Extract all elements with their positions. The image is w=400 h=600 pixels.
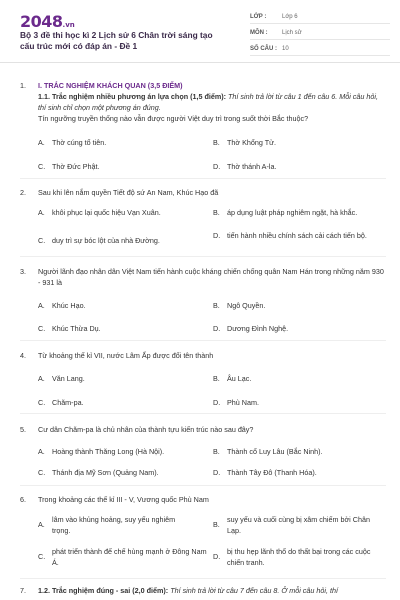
option-letter: B. <box>213 447 220 456</box>
question-number: 5. <box>20 425 26 434</box>
option-text: Thành cổ Luy Lâu (Bắc Ninh). <box>227 447 323 456</box>
option-c[interactable] <box>38 397 188 408</box>
question-text: Sau khi lên nắm quyền Tiết độ sứ An Nam, Khúc Hạo đã <box>38 188 219 197</box>
meta-row-subject <box>250 26 390 40</box>
option-a[interactable] <box>38 373 188 384</box>
subsection-title: 1.1. Trắc nghiệm nhiều phương án lựa chọn (1,5 điểm): <box>38 92 227 101</box>
option-c[interactable] <box>38 161 188 172</box>
option-text: Hoàng thành Thăng Long (Hà Nội). <box>52 447 165 456</box>
option-c[interactable] <box>38 467 208 478</box>
option-text: Phù Nam. <box>227 398 259 407</box>
option-letter: A. <box>38 374 45 383</box>
option-letter: D. <box>213 324 221 333</box>
option-a[interactable] <box>38 446 208 457</box>
option-c[interactable] <box>38 323 188 334</box>
question-text: Cư dân Chăm-pa là chủ nhân của thành tựu kiến trúc nào sau đây? <box>38 425 254 434</box>
meta-value: Lớp 6 <box>282 13 298 20</box>
option-text: phát triển thành đế chế hùng mạnh ở Đông Nam Á. <box>52 547 207 567</box>
option-text: Thờ cúng tổ tiên. <box>52 138 107 147</box>
question-text: Từ khoảng thế kỉ VII, nước Lâm Ấp được đổi tên thành <box>38 351 214 360</box>
divider <box>20 413 386 414</box>
logo-text: 2048 <box>20 12 63 31</box>
subsection-note: Thí sinh trả lời từ câu 1 đến câu 6. Mỗi câu hỏi, thí sinh chỉ chọn một phương án đúng. <box>38 92 378 112</box>
option-text: Thờ Khổng Tử. <box>227 138 276 147</box>
option-letter: B. <box>213 374 220 383</box>
option-text: duy trì sự bóc lột của nhà Đường. <box>52 236 160 245</box>
option-text: khôi phục lại quốc hiệu Vạn Xuân. <box>52 208 161 217</box>
option-text: Thờ thánh A-la. <box>227 162 277 171</box>
option-a[interactable] <box>38 207 208 218</box>
divider <box>20 178 386 179</box>
option-letter: B. <box>213 138 220 147</box>
question-7 <box>20 585 386 600</box>
option-a[interactable] <box>38 300 188 311</box>
option-d[interactable] <box>213 161 383 172</box>
option-d[interactable] <box>213 397 383 408</box>
question-text: Người lãnh đạo nhân dân Việt Nam tiến hành cuộc kháng chiến chống quân Nam Hán trong những năm 930 - 931 là <box>38 267 384 287</box>
question-text: Trong khoảng các thế kỉ III - V, Vương quốc Phù Nam <box>38 495 209 504</box>
divider <box>20 340 386 341</box>
option-text: Thánh địa Mỹ Sơn (Quảng Nam). <box>52 468 159 477</box>
option-b[interactable] <box>213 446 383 457</box>
option-b[interactable] <box>213 514 378 536</box>
meta-row-grade <box>250 10 390 24</box>
document-title: Bộ 3 đề thi học kì 2 Lịch sử 6 Chân trời sáng tạo cấu trúc mới có đáp án - Đề 1 <box>20 30 213 51</box>
divider <box>20 485 386 486</box>
subsection-title: 1.2. Trắc nghiệm đúng - sai (2,0 điểm): <box>38 586 169 595</box>
option-text: Thờ Đức Phật. <box>52 162 100 171</box>
option-letter: A. <box>38 138 45 147</box>
section-title: I. TRẮC NGHIỆM KHÁCH QUAN (3,5 ĐIỂM) <box>38 81 183 90</box>
meta-key: SỐ CÂU : <box>250 45 277 52</box>
option-letter: C. <box>38 236 46 245</box>
option-letter: A. <box>38 520 45 529</box>
subsection-note: Thí sinh trả lời từ câu 7 đến câu 8. Ở mỗi câu hỏi, thí <box>170 586 338 595</box>
option-b[interactable] <box>213 137 383 148</box>
option-text: suy yếu và cuối cùng bị xâm chiếm bởi Chân Lạp. <box>227 515 370 535</box>
option-letter: B. <box>213 520 220 529</box>
option-letter: D. <box>213 468 221 477</box>
option-letter: D. <box>213 398 221 407</box>
option-letter: A. <box>38 208 45 217</box>
option-letter: A. <box>38 447 45 456</box>
option-text: Khúc Thừa Dụ. <box>52 324 101 333</box>
option-letter: C. <box>38 468 46 477</box>
option-letter: C. <box>38 324 46 333</box>
option-letter: D. <box>213 162 221 171</box>
option-text: Khúc Hạo. <box>52 301 86 310</box>
site-logo[interactable] <box>20 12 75 31</box>
question-number: 6. <box>20 495 26 504</box>
option-text: lâm vào khủng hoảng, suy yếu nghiêm trọng. <box>52 515 176 535</box>
option-c[interactable] <box>38 546 208 568</box>
option-b[interactable] <box>213 373 383 384</box>
option-b[interactable] <box>213 207 388 218</box>
meta-key: LỚP : <box>250 13 267 20</box>
logo-suffix: .vn <box>62 21 75 29</box>
meta-key: MÔN : <box>250 29 268 36</box>
question-number: 2. <box>20 188 26 197</box>
option-letter: C. <box>38 398 46 407</box>
option-text: Âu Lạc. <box>227 374 252 383</box>
option-d[interactable] <box>213 546 378 568</box>
question-number: 7. <box>20 586 26 595</box>
option-d[interactable] <box>213 467 383 478</box>
divider <box>20 578 386 579</box>
divider <box>20 256 386 257</box>
question-number: 1. <box>20 81 26 90</box>
option-text: bị thu hẹp lãnh thổ do thất bại trong các cuộc chiến tranh. <box>227 547 371 567</box>
option-letter: D. <box>213 231 221 240</box>
meta-value: 10 <box>282 45 289 52</box>
question-number: 4. <box>20 351 26 360</box>
meta-row-count <box>250 42 390 56</box>
option-a[interactable] <box>38 514 193 536</box>
option-text: tiến hành nhiều chính sách cải cách tiến bộ. <box>227 231 367 240</box>
option-letter: C. <box>38 162 46 171</box>
option-d[interactable] <box>213 230 373 241</box>
meta-table <box>250 10 390 58</box>
option-text: Dương Đình Nghệ. <box>227 324 289 333</box>
option-d[interactable] <box>213 323 383 334</box>
option-c[interactable] <box>38 235 208 246</box>
option-letter: B. <box>213 301 220 310</box>
option-letter: C. <box>38 552 46 561</box>
option-b[interactable] <box>213 300 383 311</box>
option-letter: A. <box>38 301 45 310</box>
meta-value: Lịch sử <box>282 29 302 36</box>
question-number: 3. <box>20 267 26 276</box>
question-text: Tín ngưỡng truyền thống nào vẫn được người Việt duy trì trong suốt thời Bắc thuộc? <box>38 114 309 123</box>
option-text: Ngô Quyền. <box>227 301 266 310</box>
option-text: Thành Tây Đô (Thanh Hóa). <box>227 468 317 477</box>
option-letter: D. <box>213 552 221 561</box>
option-text: Chăm-pa. <box>52 398 84 407</box>
option-a[interactable] <box>38 137 188 148</box>
option-text: Văn Lang. <box>52 374 85 383</box>
header <box>0 0 400 63</box>
option-text: áp dụng luật pháp nghiêm ngặt, hà khắc. <box>227 208 358 217</box>
option-letter: B. <box>213 208 220 217</box>
